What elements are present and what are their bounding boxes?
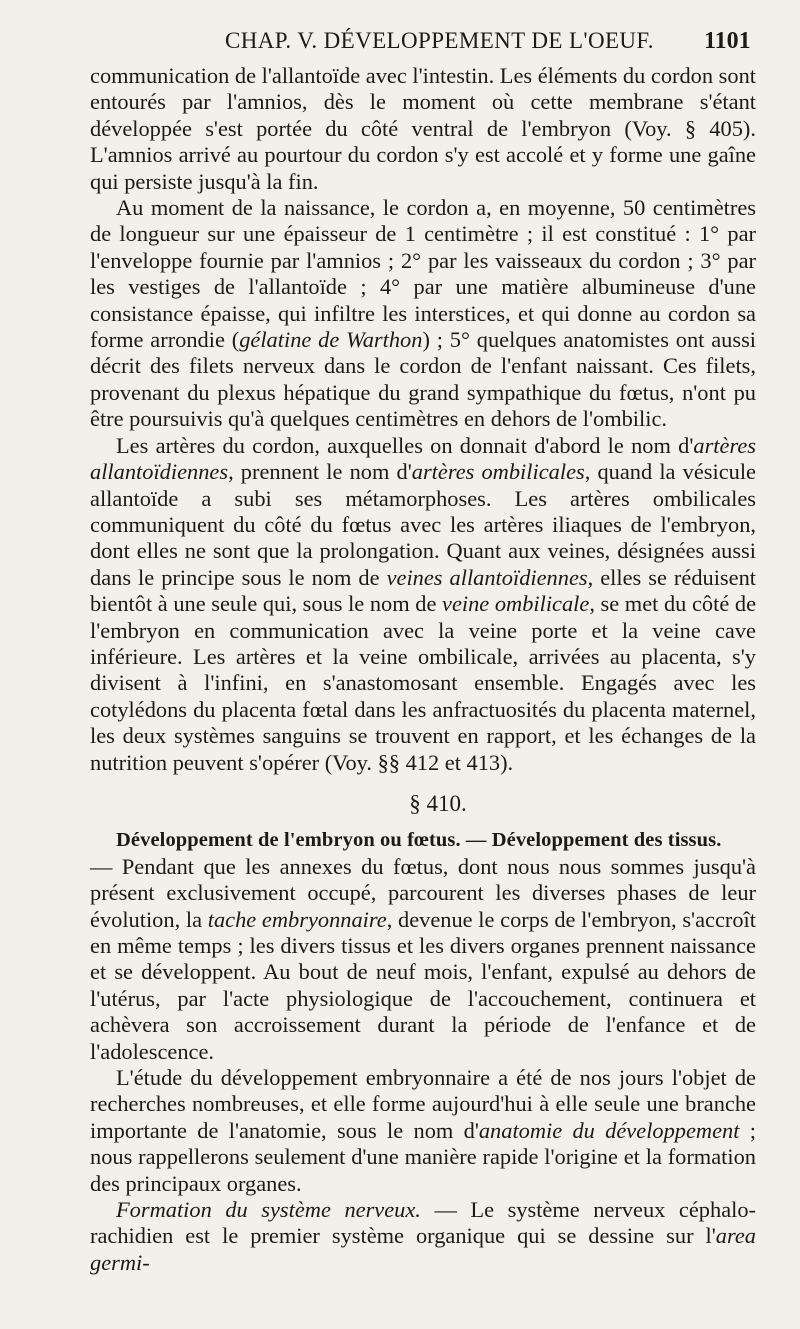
body-text [90,63,756,1276]
italic-term: veine ombilicale [442,591,590,617]
text-run: , quand la vésicule allantoïde a subi ses métamorphoses. Les artères ombilicales communiquent du côté du fœtus avec les artères iliaques de l'embryon, dont elles ne sont que la prolongation. Quant aux veines, désignées aussi dans le principe sous le nom de [90,459,756,590]
running-title: CHAP. V. DÉVELOPPEMENT DE L'OEUF. [225,28,654,53]
text-run: Au moment de la naissance, le cordon a, en moyenne, 50 centimètres de longueur sur une épaisseur de 1 centimètre ; il est constitué : 1° par l'enveloppe fournie par l'amnios ; 2° par les vaisseaux du cordon ; 3° par les vestiges de l'allantoïde ; 4° par une matière albumineuse d'une consistance épaisse, qui infiltre les interstices, et qui donne au cordon sa forme arrondie ( [90,195,756,353]
text-run: — Le système nerveux céphalo-rachidien est le premier système organique qui se dessine sur l' [90,1197,756,1249]
text-run: ) ; 5° quelques anatomistes ont aussi décrit des filets nerveux dans le cordon de l'enfant naissant. Ces filets, provenant du plexus hépatique du grand sympathique du fœtus, n'ont pu être poursuivis qu'à quelques centimètres en dehors de l'ombilic. [90,327,757,432]
paragraph-annexes [90,854,756,1065]
italic-term: anatomie du développement [478,1117,740,1143]
running-head [0,24,800,58]
paragraph-naissance [90,195,756,433]
italic-term: gélatine de Warthon [239,327,423,353]
text-run: ; nous rappellerons seulement d'une manière rapide l'origine et la formation des principaux organes. [90,1117,756,1196]
text-run: Les artères du cordon, auxquelles on donnait d'abord le nom d' [116,432,694,458]
text-run: — Pendant que les annexes du fœtus, dont nous nous sommes jusqu'à présent exclusivement occupé, parcourent les diverses phases de leur évolution, la [90,853,756,932]
section-heading: Développement de l'embryon ou fœtus. — Développement des tissus. [116,829,722,852]
section-number: § 410. [409,790,467,816]
text-run: L'étude du développement embryonnaire a été de nos jours l'objet de recherches nombreuses, et elle forme aujourd'hui à elle seule une branche importante de l'anatomie, sous le nom d' [90,1065,756,1143]
page-number: 1101 [704,28,751,54]
paragraph-arteres [90,433,756,776]
text-run: communication de l'allantoïde avec l'intestin. Les éléments du cordon sont entourés par l'amnios, dès le moment où cette membrane s'étant développée s'est portée du côté ventral de l'embryon (Voy. § 405). L'amnios arrivé au pourtour du cordon s'y est accolé et y forme une gaîne qui persiste jusqu'à la fin. [90,63,756,194]
text-run: , elles se réduisent bientôt à une seule qui, sous le nom de [90,564,757,617]
text-run: , prennent le nom d' [228,459,412,485]
italic-term: area germi- [90,1223,756,1275]
paragraph-cordon-continued [90,63,756,195]
italic-term: veines allantoïdiennes [386,564,588,590]
italic-term: artères ombilicales [411,459,585,485]
italic-term: tache embryonnaire [207,906,387,932]
text-run: , devenue le corps de l'embryon, s'accroît en même temps ; les divers tissus et les divers organes prennent naissance et se développent. Au bout de neuf mois, l'enfant, expulsé au dehors de l'utérus, par l'acte physiologique de l'accouchement, continuera et achèvera son accroissement durant la période de l'enfance et de l'adolescence. [90,906,756,1064]
text-run: , se met du côté de l'embryon en communication avec la veine porte et la veine cave inférieure. Les artères et la veine ombilicale, arrivées au placenta, s'y divisent à l'infini, en s'anastomosant ensemble. Engagés avec les cotylédons du placenta fœtal dans les anfractuosités du placenta maternel, les deux systèmes sanguins se trouvent en rapport, et les échanges de la nutrition peuvent s'opérer (Voy. §§ 412 et 413). [90,591,757,775]
paragraph-etude [90,1065,756,1197]
italic-term: Formation du système nerveux. [116,1197,421,1223]
paragraph-systeme-nerveux [90,1197,756,1276]
italic-term: artères allantoïdiennes [90,432,756,485]
